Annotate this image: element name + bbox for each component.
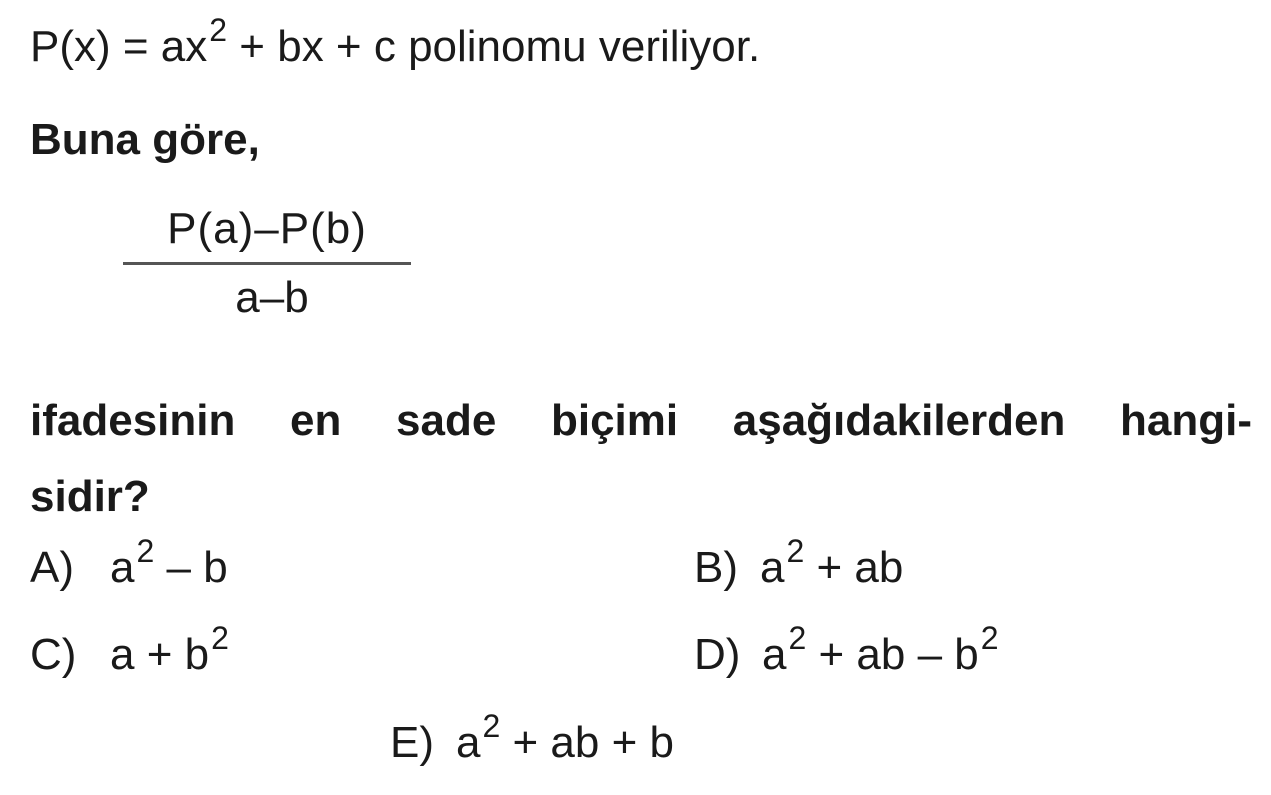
option-e-exponent: 2: [482, 708, 501, 744]
option-a-exponent: 2: [136, 533, 155, 569]
option-b-exponent: 2: [786, 533, 805, 569]
option-e-label: E): [390, 718, 434, 767]
option-a-base: a: [110, 543, 135, 592]
fraction-expression: [123, 200, 411, 323]
option-d[interactable]: [694, 620, 999, 680]
option-d-exponent: 2: [788, 620, 807, 656]
option-b-expression: [760, 533, 904, 593]
option-c-base: a + b: [110, 630, 210, 679]
statement-exponent: 2: [209, 12, 228, 48]
option-b-label: B): [694, 543, 738, 592]
option-a-rest: – b: [154, 543, 228, 592]
option-a-expression: [110, 533, 228, 593]
question-line-2: sidir?: [30, 472, 150, 521]
fraction-bar: [123, 262, 411, 265]
option-d-base: a: [762, 630, 787, 679]
option-a[interactable]: [30, 533, 228, 593]
option-e-base: a: [456, 718, 481, 767]
option-c-exponent: 2: [211, 620, 229, 656]
option-c-label: C): [30, 630, 77, 679]
option-b-base: a: [760, 543, 785, 592]
statement-start: P(x) = ax: [30, 22, 208, 71]
option-e[interactable]: [390, 708, 674, 768]
question-text: [30, 383, 1252, 535]
option-b[interactable]: [694, 533, 904, 593]
problem-statement: [30, 12, 761, 72]
statement-end: + bx + c polinomu veriliyor.: [227, 22, 761, 71]
option-d-middle: + ab – b: [806, 630, 979, 679]
option-b-rest: + ab: [804, 543, 904, 592]
fraction-denominator: a–b: [235, 273, 309, 322]
option-d-expression: [762, 620, 999, 680]
question-line-1: ifadesinin en sade biçimi aşağıdakilerden hangi-: [30, 396, 1252, 445]
fraction-numerator: P(a)–P(b): [167, 204, 367, 253]
intro-text: Buna göre,: [30, 115, 260, 164]
option-d-exponent-2: 2: [980, 620, 999, 656]
option-a-label: A): [30, 543, 74, 592]
option-c[interactable]: [30, 620, 229, 680]
option-e-expression: [456, 708, 674, 768]
option-e-rest: + ab + b: [500, 718, 674, 767]
option-c-expression: [110, 620, 229, 680]
option-d-label: D): [694, 630, 741, 679]
